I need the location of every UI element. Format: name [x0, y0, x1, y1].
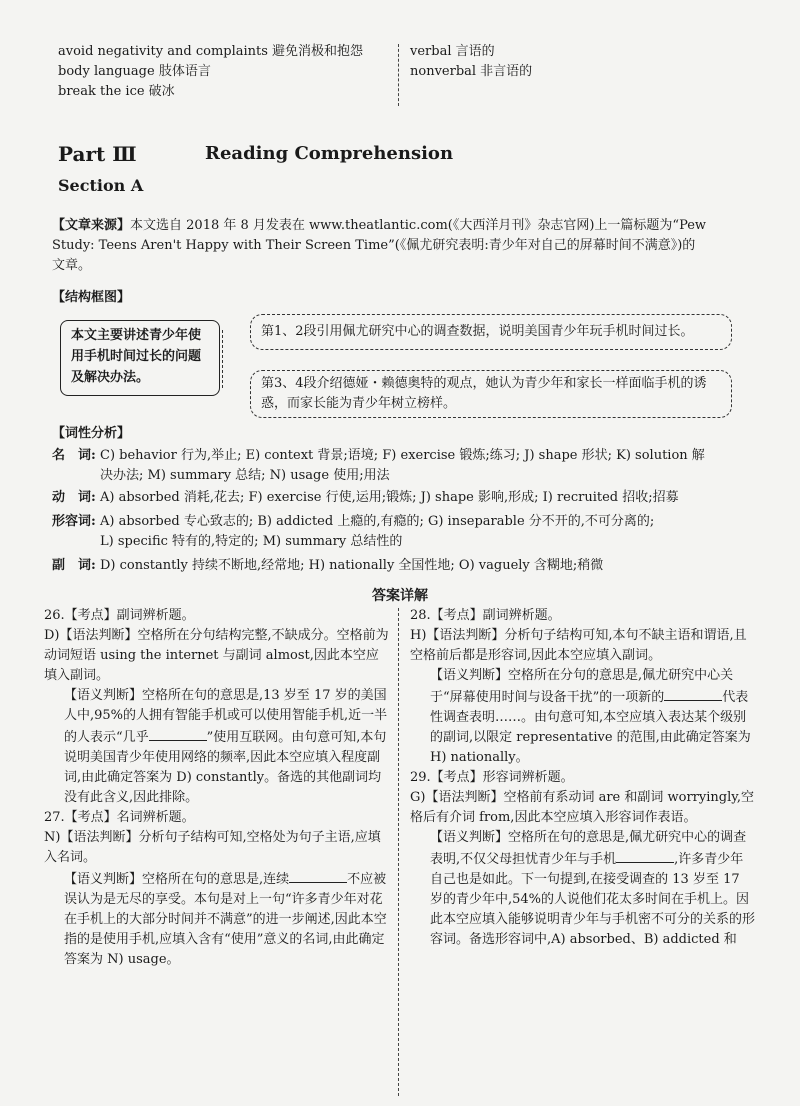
q27-semantic [44, 868, 389, 970]
q28-semantic [410, 666, 755, 768]
column-divider [398, 608, 399, 1096]
source-tag: 【文章来源】 [52, 218, 131, 233]
structure-tag: 【结构框图】 [52, 290, 131, 305]
q28-grammar: H)【语法判断】分析句子结构可知,本句不缺主语和谓语,且空格前后都是形容词,因此本空应填入副词。 [410, 628, 747, 663]
q29-semantic-text: ,许多青少年自己也是如此。下一句提到,在接受调查的 13 岁至 17 岁的青少年中,54%的人说他们花太多时间在手机上。因此本空应填入能够说明青少年与手机密不可分的关系的形容词。备选形容词中,A) absorbed、B) addicted 和 [430, 852, 756, 947]
q29-semantic-text: 【语义判断】空格所在句的意思是,佩尤研究中心的调查表明,不仅父母担忧青少年与手机 [430, 830, 747, 867]
q28-heading: 28.【考点】副词辨析题。 [410, 608, 561, 623]
pos-label: 动 词: [52, 490, 96, 505]
source-paragraph [52, 216, 752, 276]
q28-semantic-text: 【语义判断】空格所在分句的意思是,佩尤研究中心关于“屏幕使用时间与设备干扰”的一项新的 [430, 668, 734, 705]
pos-label: 形容词: [52, 514, 96, 529]
q26-heading: 26.【考点】副词辨析题。 [44, 608, 195, 623]
structure-connector [222, 330, 249, 388]
pos-text: L) specific 特有的,特定的; M) summary 总结性的 [100, 534, 403, 549]
source-line: 文章。 [52, 258, 92, 273]
vocab-list-right [410, 42, 750, 82]
pos-label: 副 词: [52, 558, 96, 573]
structure-branch-1: 第1、2段引用佩尤研究中心的调查数据，说明美国青少年玩手机时间过长。 [250, 314, 732, 350]
vocab-item: body language 肢体语言 [58, 64, 211, 79]
pos-verb [52, 488, 752, 508]
q27-semantic-text: 【语义判断】空格所在句的意思是,连续 [64, 872, 290, 887]
pos-adj [52, 512, 752, 552]
q29-semantic [410, 828, 755, 950]
vocab-item: nonverbal 非言语的 [410, 64, 533, 79]
pos-text: D) constantly 持续不断地,经常地; H) nationally 全国性地; O) vaguely 含糊地;稍微 [100, 558, 604, 573]
pos-label: 名 词: [52, 448, 96, 463]
source-line: Study: Teens Aren't Happy with Their Screen Time”(《佩尤研究表明:青少年对自己的屏幕时间不满意》)的 [52, 238, 696, 253]
structure-main-box: 本文主要讲述青少年使用手机时间过长的问题及解决办法。 [60, 320, 220, 396]
q26-semantic-text: 【语义判断】空格所在句的意思是,13 岁至 17 岁的美国人中,95%的人拥有智能手机或可以使用智能手机,近一半的人表示“几乎 [64, 688, 388, 745]
answer-blank [149, 726, 207, 741]
pos-text: A) absorbed 消耗,花去; F) exercise 行使,运用;锻炼; J) shape 影响,形成; I) recruited 招收;招募 [100, 490, 679, 505]
q27-grammar: N)【语法判断】分析句子结构可知,空格处为句子主语,应填入名词。 [44, 830, 381, 865]
section-title: Section A [58, 176, 144, 195]
q26-grammar: D)【语法判断】空格所在分句结构完整,不缺成分。空格前为动词短语 using the internet 与副词 almost,因此本空应填入副词。 [44, 628, 389, 683]
q29-heading: 29.【考点】形容词辨析题。 [410, 770, 574, 785]
answer-blank [616, 848, 674, 863]
q26-semantic-text: ”使用互联网。由句意可知,本句说明美国青少年使用网络的频率,因此本空应填入程度副词,由此确定答案为 D) constantly。备选的其他副词均没有此含义,因此排除。 [64, 730, 387, 805]
q27-heading: 27.【考点】名词辨析题。 [44, 810, 195, 825]
part-title: Reading Comprehension [205, 143, 454, 164]
pos-text: 决办法; M) summary 总结; N) usage 使用;用法 [100, 468, 390, 483]
vocab-list-left [58, 42, 388, 102]
q29-grammar: G)【语法判断】空格前有系动词 are 和副词 worryingly,空格后有介词 from,因此本空应填入形容词作表语。 [410, 790, 754, 825]
q26-semantic [44, 686, 389, 808]
vocab-item: verbal 言语的 [410, 44, 495, 59]
pos-tag: 【词性分析】 [52, 426, 131, 441]
structure-branch-2: 第3、4段介绍德娅・赖德奥特的观点，她认为青少年和家长一样面临手机的诱惑，而家长能为青少年树立榜样。 [250, 370, 732, 418]
q27-semantic-text: 不应被误认为是无尽的享受。本句是对上一句“许多青少年对花在手机上的大部分时间并不满意”的进一步阐述,因此本空指的是使用手机,应填入含有“使用”意义的名词,由此确定答案为 N) usage。 [64, 872, 387, 967]
vocab-item: break the ice 破冰 [58, 84, 175, 99]
answer-blank [664, 686, 722, 701]
part-label: Part Ⅲ [58, 142, 137, 166]
pos-noun [52, 446, 752, 486]
source-line: 本文选自 2018 年 8 月发表在 www.theatlantic.com(《大西洋月刊》杂志官网)上一篇标题为“Pew [130, 218, 707, 233]
pos-adv [52, 556, 752, 576]
vocab-item: avoid negativity and complaints 避免消极和抱怨 [58, 44, 364, 59]
q28-semantic-text: 代表性调查表明……。由句意可知,本空应填入表达某个级别的副词,以限定 representative 的范围,由此确定答案为 H) nationally。 [430, 690, 751, 765]
answer-blank [289, 868, 347, 883]
pos-text: A) absorbed 专心致志的; B) addicted 上瘾的,有瘾的; G) inseparable 分不开的,不可分离的; [100, 514, 655, 529]
answers-left-column [44, 606, 389, 970]
answers-title: 答案详解 [372, 588, 428, 604]
column-divider [398, 44, 399, 106]
pos-text: C) behavior 行为,举止; E) context 背景;语境; F) exercise 锻炼;练习; J) shape 形状; K) solution 解 [100, 448, 705, 463]
answers-right-column [410, 606, 755, 950]
